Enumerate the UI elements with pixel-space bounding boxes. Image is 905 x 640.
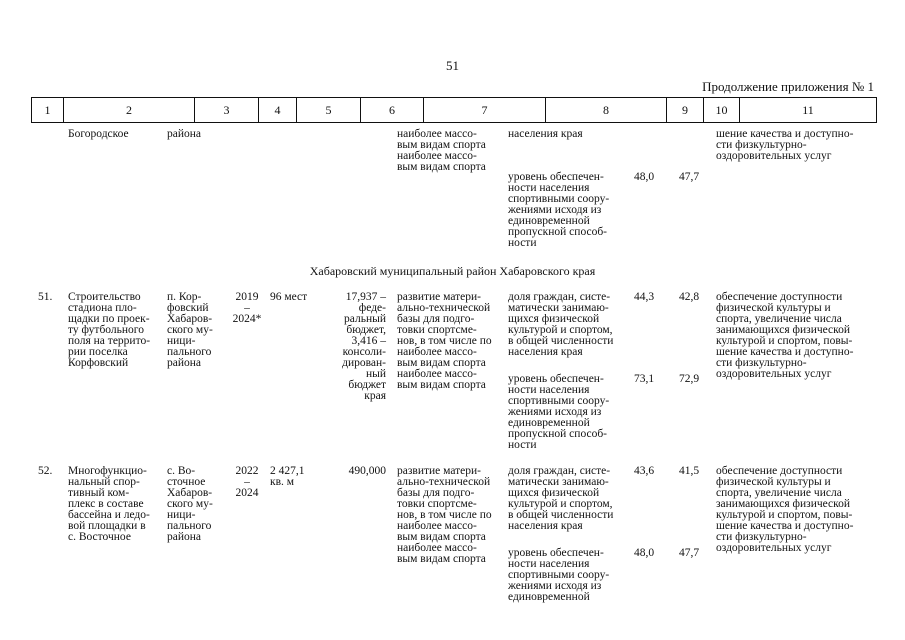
row51-years: 2019 – 2024* bbox=[232, 291, 262, 325]
header-cell: 10 bbox=[704, 98, 740, 123]
header-cell: 11 bbox=[740, 98, 877, 123]
section-title: Хабаровский муниципальный район Хабаровского края bbox=[309, 264, 596, 278]
row52-place: с. Во- сточное Хабаров- ского му- ници- пального района bbox=[167, 465, 213, 543]
header-cell: 6 bbox=[361, 98, 424, 123]
row52-goal: развитие матери- ально-технической базы для подго- товки спортсме- нов, в том числе по наиболее массо- вым видам спорта наиболее массо- вым видам спорта bbox=[397, 465, 492, 565]
row52-capacity: 2 427,1 кв. м bbox=[270, 465, 305, 488]
header-cell: 2 bbox=[64, 98, 195, 123]
column-header-table bbox=[31, 97, 877, 123]
cont-place: района bbox=[167, 128, 202, 140]
cont-target-2: 47,7 bbox=[679, 171, 700, 183]
row51-target-1: 42,8 bbox=[679, 291, 700, 303]
cont-indicator-1: населения края bbox=[508, 128, 583, 140]
cont-indicator-2: уровень обеспечен- ности населения спортивными соору- жениями исходя из единовременной пропускной способ- ности bbox=[508, 171, 610, 249]
page-number: 51 bbox=[446, 58, 459, 73]
cont-name: Богородское bbox=[68, 128, 129, 140]
row51-indicator-1: доля граждан, систе- матически занимаю- щихся физической культурой и спортом, в общей численности населения края bbox=[508, 291, 614, 358]
cont-base-2: 48,0 bbox=[634, 171, 655, 183]
row51-target-2: 72,9 bbox=[679, 373, 700, 385]
header-cell: 9 bbox=[667, 98, 704, 123]
row51-name: Строительство стадиона пло- щадки по проек- ту футбольного поля на террито- рии поселка Корфовский bbox=[68, 291, 151, 369]
row51-place: п. Кор- фовский Хабаров- ского му- ници- пального района bbox=[167, 291, 213, 369]
header-cell: 3 bbox=[195, 98, 259, 123]
row52-funding: 490,000 bbox=[348, 465, 386, 477]
row51-capacity: 96 мест bbox=[270, 291, 308, 303]
row51-result: обеспечение доступности физической культуры и спорта, увеличение числа занимающихся физической культурой и спортом, повы- шение качества и доступно- сти физкультурно- оздоровительных услуг bbox=[716, 291, 854, 380]
header-cell: 4 bbox=[259, 98, 297, 123]
row51-base-2: 73,1 bbox=[634, 373, 655, 385]
row52-indicator-1: доля граждан, систе- матически занимаю- щихся физической культурой и спортом, в общей численности населения края bbox=[508, 465, 614, 532]
row52-indicator-2: уровень обеспечен- ности населения спортивными соору- жениями исходя из единовременной bbox=[508, 547, 610, 603]
row51-indicator-2: уровень обеспечен- ности населения спортивными соору- жениями исходя из единовременной пропускной способ- ности bbox=[508, 373, 610, 451]
row51-number: 51. bbox=[38, 291, 53, 303]
cont-result: шение качества и доступно- сти физкультурно- оздоровительных услуг bbox=[716, 128, 854, 162]
row52-base-1: 43,6 bbox=[634, 465, 655, 477]
row52-number: 52. bbox=[38, 465, 53, 477]
row52-target-1: 41,5 bbox=[679, 465, 700, 477]
cont-goal: наиболее массо- вым видам спорта наиболее массо- вым видам спорта bbox=[397, 128, 486, 173]
row52-target-2: 47,7 bbox=[679, 547, 700, 559]
header-cell: 8 bbox=[546, 98, 667, 123]
row51-funding: 17,937 – феде- ральный бюджет, 3,416 – консоли- дирован- ный бюджет края bbox=[342, 291, 386, 402]
header-row bbox=[32, 98, 877, 123]
row52-base-2: 48,0 bbox=[634, 547, 655, 559]
row52-result: обеспечение доступности физической культуры и спорта, увеличение числа занимающихся физической культурой и спортом, повы- шение качества и доступно- сти физкультурно- оздоровительных услуг bbox=[716, 465, 854, 554]
header-cell: 7 bbox=[424, 98, 546, 123]
header-cell: 5 bbox=[297, 98, 361, 123]
continuation-label: Продолжение приложения № 1 bbox=[702, 79, 874, 94]
row51-base-1: 44,3 bbox=[634, 291, 655, 303]
row52-name: Многофункцио- нальный спор- тивный ком- плекс в составе бассейна и ледо- вой площадки в с. Восточное bbox=[68, 465, 150, 543]
row52-years: 2022 – 2024 bbox=[235, 465, 259, 499]
row51-goal: развитие матери- ально-технической базы для подго- товки спортсме- нов, в том числе по наиболее массо- вым видам спорта наиболее массо- вым видам спорта bbox=[397, 291, 492, 391]
header-cell: 1 bbox=[32, 98, 64, 123]
